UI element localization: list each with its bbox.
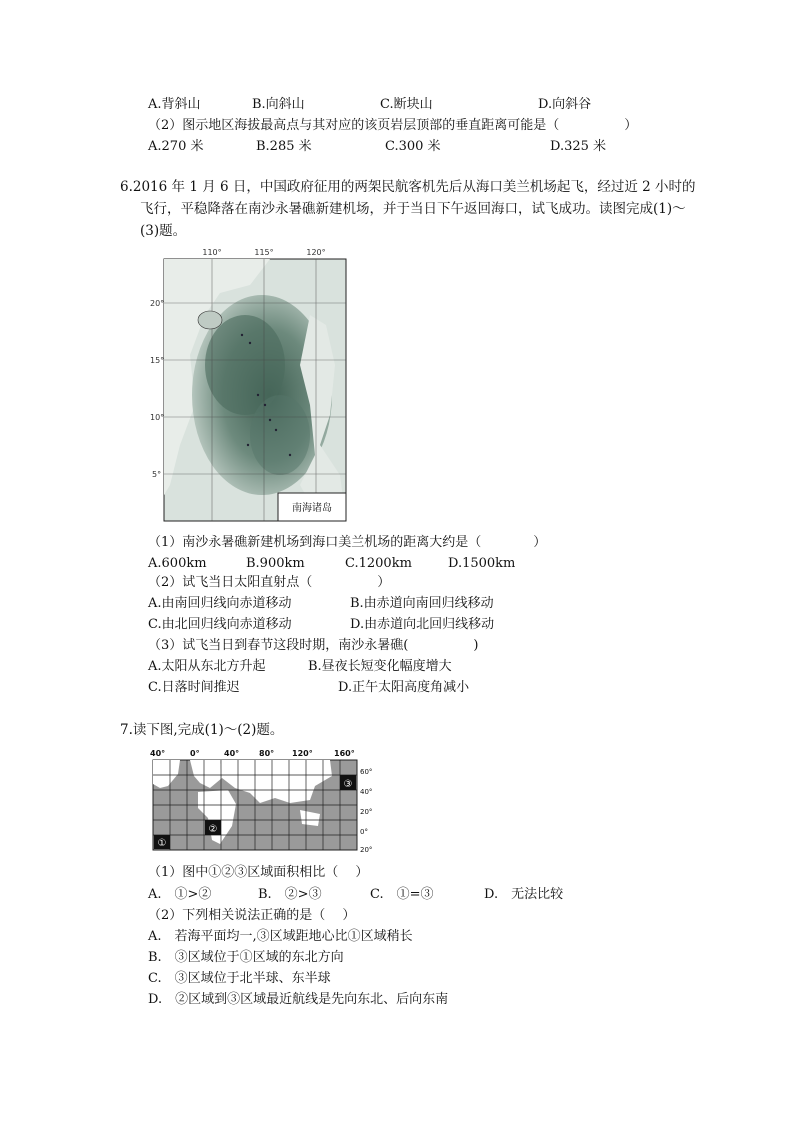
lon-label-115: 115° (254, 248, 274, 257)
lat-label-20n: 20° (360, 808, 373, 816)
q5-option-b: B.向斜山 (252, 97, 305, 112)
q5-sub2-option-d: D.325 米 (550, 139, 607, 154)
q7-sub2-option-b: B. ③区域位于①区域的东北方向 (148, 950, 344, 965)
lon-label-0: 0° (190, 749, 200, 758)
q7-sub1-option-a: A. ①>② (148, 887, 212, 902)
q6-stem-line-1: 6.2016 年 1 月 6 日，中国政府征用的两架民航客机先后从海口美兰机场起飞，经过近 2 小时的 (120, 179, 696, 195)
q6-subquestion-3: （3）试飞当日到春节这段时期，南沙永暑礁( ) (148, 638, 479, 653)
q6-stem-line-3: (3)题。 (140, 223, 187, 239)
q5-option-a: A.背斜山 (148, 97, 201, 112)
q7-subquestion-1: （1）图中①②③区域面积相比（ ） (148, 865, 369, 880)
lat-label-20: 20° (150, 299, 165, 308)
lon-label-40w: 40° (150, 749, 166, 758)
q5-option-d: D.向斜谷 (538, 97, 592, 112)
q6-sub3-option-c: C.日落时间推迟 (148, 680, 240, 695)
inset-label: 南海诸岛 (292, 503, 332, 514)
lat-label-10: 10° (150, 413, 165, 422)
south-china-sea-map-svg (150, 245, 350, 523)
q7-subquestion-2: （2）下列相关说法正确的是（ ） (148, 908, 356, 923)
lat-label-20s: 20° (360, 846, 373, 854)
q7-sub1-option-d: D. 无法比较 (484, 887, 564, 902)
q5-sub2-option-a: A.270 米 (148, 139, 204, 154)
q5-sub2-option-b: B.285 米 (256, 139, 312, 154)
q6-sub3-option-b: B.昼夜长短变化幅度增大 (308, 659, 452, 674)
q7-sub1-option-b: B. ②>③ (258, 887, 322, 902)
lat-label-40: 40° (360, 788, 373, 796)
lon-label-80e: 80° (259, 749, 275, 758)
lat-label-15: 15° (150, 356, 165, 365)
lon-label-120e: 120° (292, 749, 313, 758)
world-grid-map (150, 748, 375, 854)
lat-label-5: 5° (152, 470, 162, 479)
q5-option-c: C.断块山 (380, 97, 433, 112)
q7-sub2-option-a: A. 若海平面均一,③区域距地心比①区域稍长 (148, 929, 413, 944)
q6-sub2-option-b: B.由赤道向南回归线移动 (350, 596, 494, 611)
q6-sub3-option-d: D.正午太阳高度角减小 (338, 680, 470, 695)
q6-sub1-option-d: D.1500km (448, 556, 516, 571)
lon-label-110: 110° (202, 248, 222, 257)
region-3-label: ③ (343, 779, 353, 790)
q5-sub2-option-c: C.300 米 (385, 139, 441, 154)
q6-sub2-option-a: A.由南回归线向赤道移动 (148, 596, 292, 611)
q6-sub2-option-d: D.由赤道向北回归线移动 (350, 617, 495, 632)
q7-sub2-option-c: C. ③区域位于北半球、东半球 (148, 971, 331, 986)
q6-sub2-option-c: C.由北回归线向赤道移动 (148, 617, 292, 632)
q6-sub1-option-c: C.1200km (345, 556, 412, 571)
lon-label-40e: 40° (224, 749, 240, 758)
south-china-sea-map (150, 245, 350, 523)
q5-subquestion-2: （2）图示地区海拔最高点与其对应的该页岩层顶部的垂直距离可能是（ ） (148, 118, 638, 133)
q7-sub2-option-d: D. ②区域到③区域最近航线是先向东北、后向东南 (148, 992, 449, 1007)
q6-subquestion-1: （1）南沙永暑礁新建机场到海口美兰机场的距离大约是（ ） (148, 535, 547, 550)
q6-subquestion-2: （2）试飞当日太阳直射点（ ） (148, 575, 391, 590)
lon-label-160e: 160° (334, 749, 355, 758)
q6-sub1-option-b: B.900km (246, 556, 305, 571)
q7-stem: 7.读下图,完成(1)～(2)题。 (120, 722, 284, 738)
q6-stem-line-2: 飞行，平稳降落在南沙永暑礁新建机场，并于当日下午返回海口，试飞成功。读图完成(1)～ (140, 201, 686, 217)
q6-sub3-option-a: A.太阳从东北方升起 (148, 659, 266, 674)
region-1-label: ① (157, 838, 167, 849)
world-grid-map-svg (150, 748, 375, 854)
lon-label-120: 120° (306, 248, 326, 257)
region-2-label: ② (208, 824, 218, 835)
lat-label-0: 0° (360, 828, 368, 836)
q7-sub1-option-c: C. ①=③ (370, 887, 434, 902)
lat-label-60: 60° (360, 768, 373, 776)
q6-sub1-option-a: A.600km (148, 556, 207, 571)
